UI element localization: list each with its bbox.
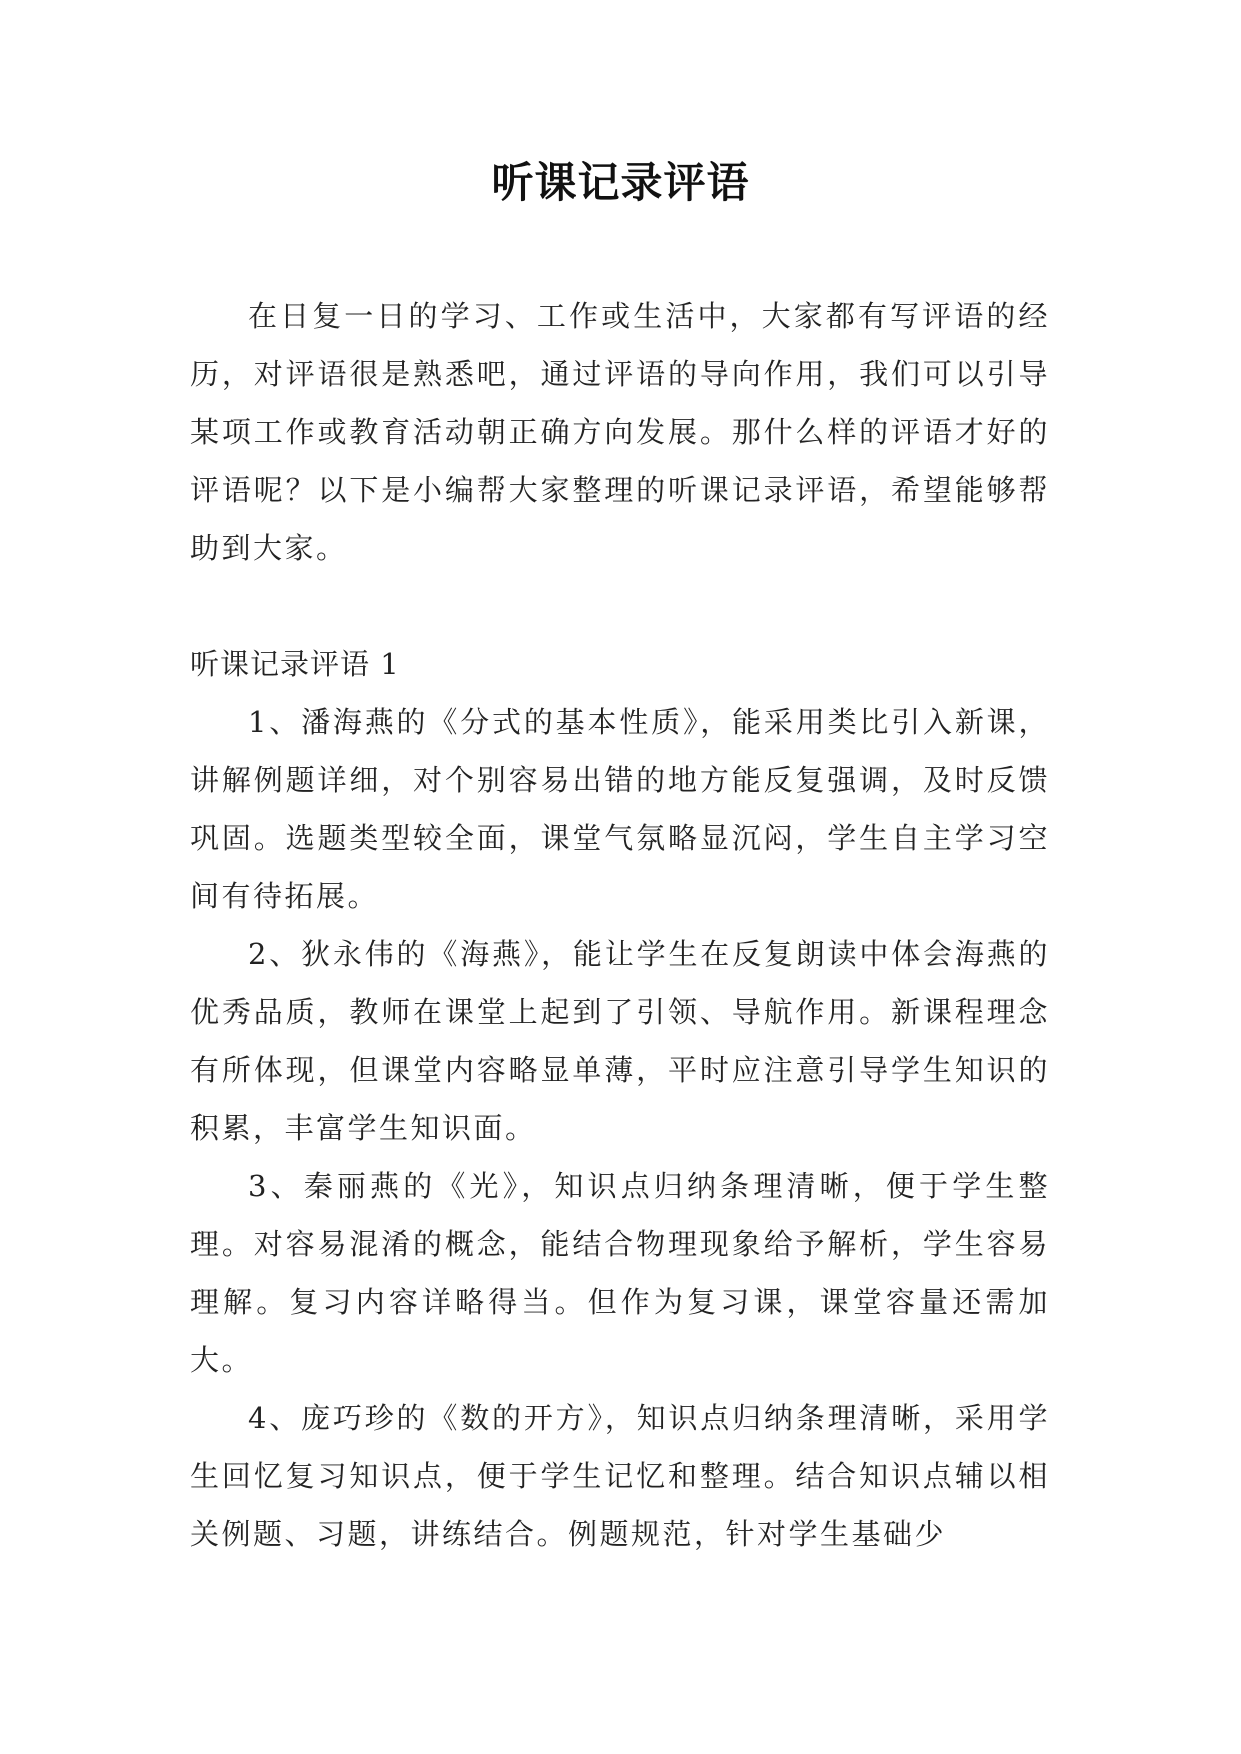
review-item-3: 3、秦丽燕的《光》，知识点归纳条理清晰，便于学生整理。对容易混淆的概念，能结合物理现象给予解析，学生容易理解。复习内容详略得当。但作为复习课，课堂容量还需加大。 (190, 1169, 1050, 1377)
review-item-4: 4、庞巧珍的《数的开方》，知识点归纳条理清晰，采用学生回忆复习知识点，便于学生记忆和整理。结合知识点辅以相关例题、习题，讲练结合。例题规范，针对学生基础少 (190, 1401, 1050, 1551)
intro-paragraph: 在日复一日的学习、工作或生活中，大家都有写评语的经历，对评语很是熟悉吧，通过评语的导向作用，我们可以引导某项工作或教育活动朝正确方向发展。那什么样的评语才好的评语呢？以下是小编帮大家整理的听课记录评语，希望能够帮助到大家。 (190, 299, 1050, 565)
section-heading: 听课记录评语 1 (190, 647, 400, 681)
review-item-2: 2、狄永伟的《海燕》，能让学生在反复朗读中体会海燕的优秀品质，教师在课堂上起到了引领、导航作用。新课程理念有所体现，但课堂内容略显单薄，平时应注意引导学生知识的积累，丰富学生知识面。 (190, 937, 1050, 1145)
document-body (190, 287, 1050, 1563)
document-title: 听课记录评语 (491, 158, 750, 207)
review-item-1: 1、潘海燕的《分式的基本性质》，能采用类比引入新课，讲解例题详细，对个别容易出错的地方能反复强调，及时反馈巩固。选题类型较全面，课堂气氛略显沉闷，学生自主学习空间有待拓展。 (190, 705, 1050, 913)
